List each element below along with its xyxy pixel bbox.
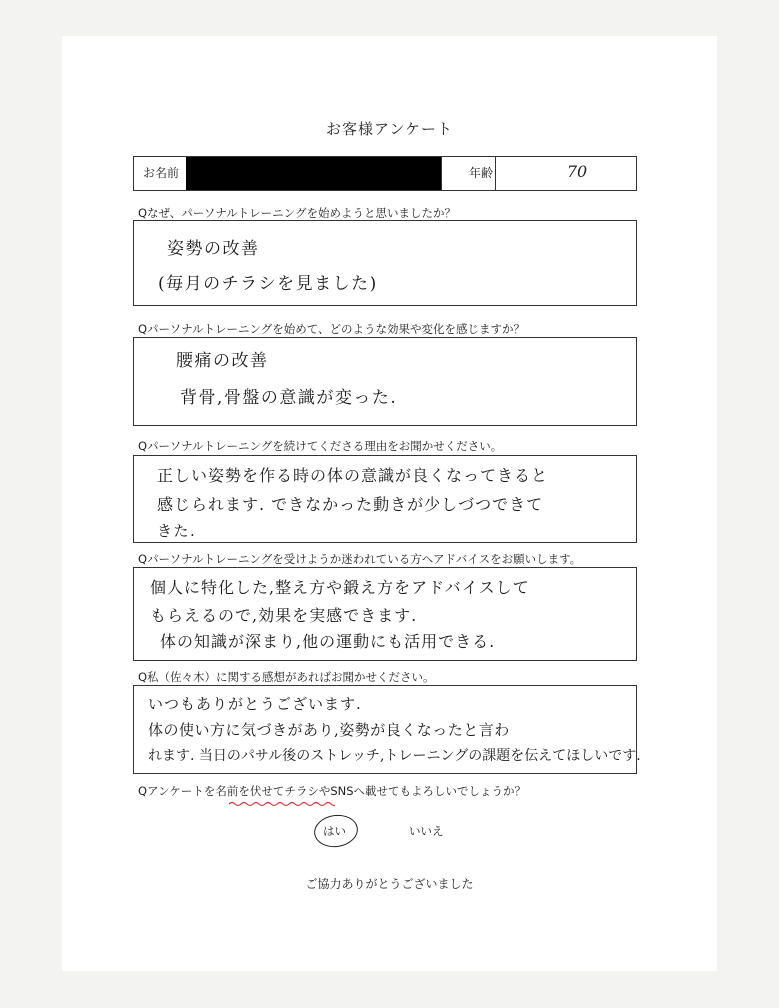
closing-message: ご協力ありがとうございました	[305, 877, 474, 891]
answer-3-line-2: 感じられます. できなかった動きが少しづつできて	[157, 495, 544, 514]
name-label: お名前	[143, 166, 180, 180]
answer-4-line-1: 個人に特化した,整え方や鍛え方をアドバイスして	[150, 578, 530, 597]
age-value: 70	[566, 162, 588, 181]
answer-2-line-1: 腰痛の改善	[176, 351, 269, 371]
answer-3-line-1: 正しい姿勢を作る時の体の意識が良くなってきると	[157, 466, 549, 485]
answer-5-line-3: れます. 当日のパサル後のストレッチ,トレーニングの課題を伝えてほしいです.	[148, 748, 641, 764]
name-age-table	[133, 156, 637, 191]
age-label: 年齢	[442, 157, 496, 190]
consent-question: Qアンケートを名前を伏せてチラシやSNSへ載せてもよろしいでしょうか？	[138, 784, 527, 798]
page-title: お客様アンケート	[325, 120, 454, 138]
answer-3-line-3: きた.	[157, 522, 197, 540]
answer-1-line-2: (毎月のチラシを見ました)	[158, 274, 378, 294]
answer-4-line-2: もらえるので,効果を実感できます.	[150, 606, 418, 625]
question-3: Qパーソナルトレーニングを続けてくださる理由をお聞かせください。	[138, 439, 503, 453]
consent-yes-option[interactable]: はい	[323, 824, 346, 838]
answer-1-line-1: 姿勢の改善	[167, 239, 260, 259]
redacted-name-field	[186, 157, 441, 190]
consent-no-option[interactable]: いいえ	[409, 824, 444, 838]
question-2: Qパーソナルトレーニングを始めて、どのような効果や変化を感じますか？	[138, 322, 526, 336]
question-4: Qパーソナルトレーニングを受けようか迷われている方へアドバイスをお願いします。	[138, 552, 582, 566]
answer-2-line-2: 背骨,骨盤の意識が変った.	[180, 388, 398, 408]
answer-5-line-2: 体の使い方に気づきがあり,姿勢が良くなったと言わ	[148, 721, 510, 739]
answer-5-line-1: いつもありがとうございます.	[148, 695, 362, 713]
answer-4-line-3: 体の知識が深まり,他の運動にも活用できる.	[160, 632, 496, 651]
question-5: Q私（佐々木）に関する感想があればお聞かせください。	[138, 670, 435, 684]
wavy-underline	[229, 801, 335, 807]
question-1: Qなぜ、パーソナルトレーニングを始めようと思いましたか？	[138, 206, 456, 220]
